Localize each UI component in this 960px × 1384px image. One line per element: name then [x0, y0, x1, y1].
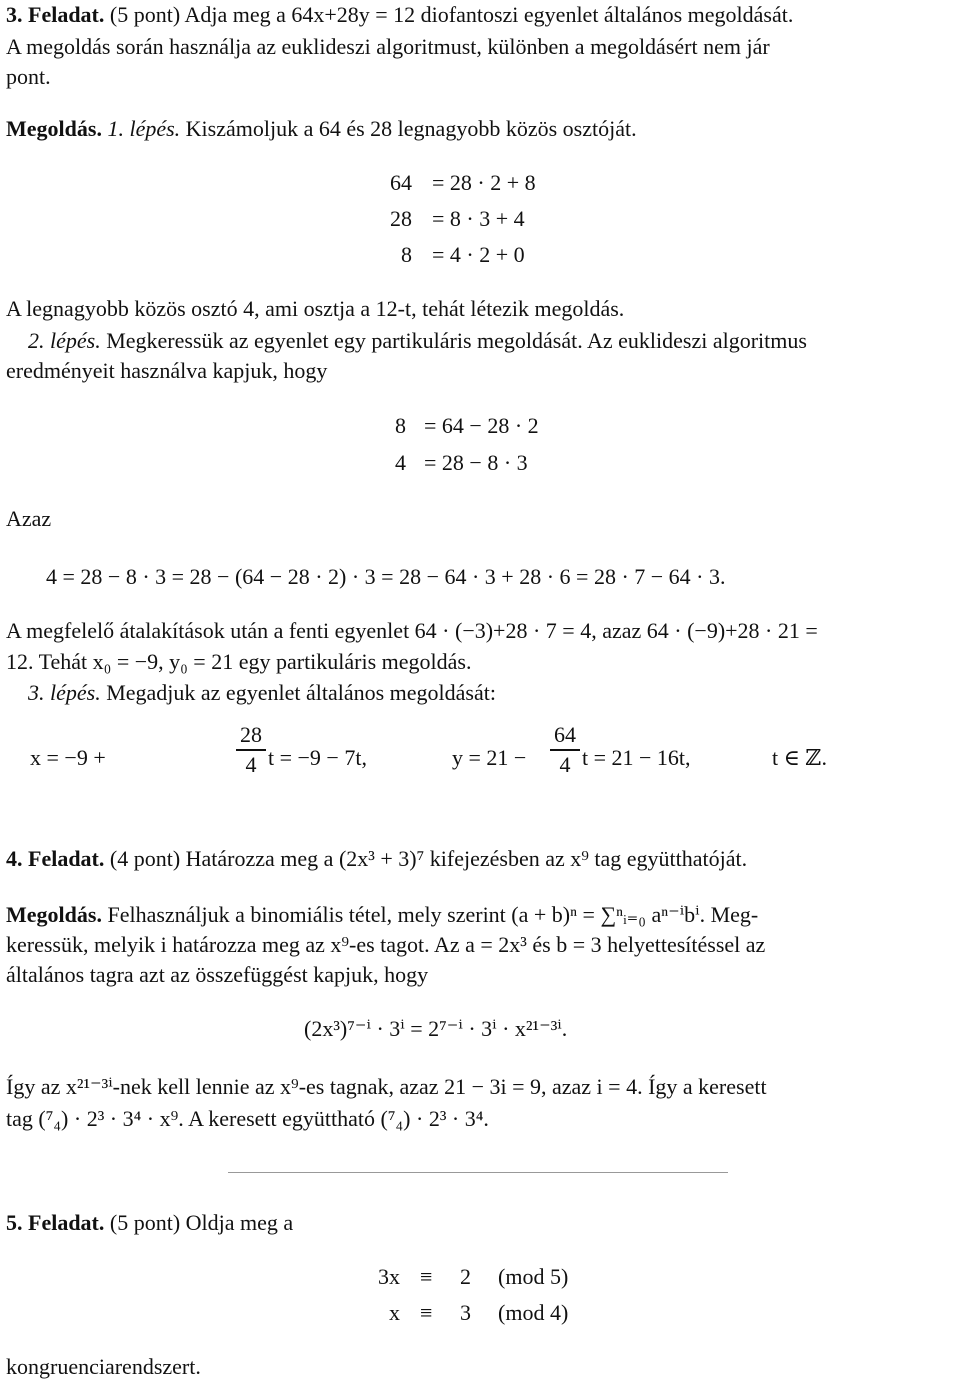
gen-y-fraction — [550, 724, 580, 776]
step3-label: 3. lépés. — [28, 680, 101, 705]
euclid-rhs-3: = 4 · 2 + 0 — [432, 242, 525, 267]
step2-line2: eredményeit használva kapjuk, hogy — [6, 358, 328, 383]
fraction-bar — [236, 749, 266, 751]
solution-text: Kiszámoljuk a 64 és 28 legnagyobb közös osztóját. — [180, 116, 637, 141]
section-divider — [228, 1172, 728, 1173]
task4-line2: keressük, melyik i határozza meg az x⁹-es tagot. Az a = 2x³ és b = 3 helyettesítéssel az — [6, 932, 766, 957]
back-lhs-2: 4 — [395, 450, 406, 475]
congruence-rhs-1: 2 — [460, 1264, 471, 1289]
step3-line — [28, 682, 496, 704]
back-rhs-2: = 28 − 8 · 3 — [424, 450, 528, 475]
task4-line3: általános tagra azt az összefüggést kapjuk, hogy — [6, 962, 429, 987]
task4-statement: (4 pont) Határozza meg a (2x³ + 3)⁷ kifejezésben az x⁹ tag együtthatóját. — [104, 846, 748, 871]
gen-x-fraction — [236, 724, 266, 776]
gen-y-pre: y = 21 − — [452, 745, 527, 770]
task4-line4: Így az x²¹⁻³ⁱ-nek kell lennie az x⁹-es tagnak, azaz 21 − 3i = 9, azaz i = 4. Így a keresett — [6, 1074, 767, 1099]
congruence-lhs-1: 3x — [378, 1264, 400, 1289]
congruence-lhs-2: x — [389, 1300, 400, 1325]
gen-y-post: t = 21 − 16t, — [582, 745, 691, 770]
back-lhs-1: 8 — [395, 413, 406, 438]
step2-line — [28, 330, 807, 352]
chain-equation: 4 = 28 − 8 · 3 = 28 − (64 − 28 · 2) · 3 = 28 − 64 · 3 + 28 · 6 = 28 · 7 − 64 · 3. — [46, 564, 726, 589]
back-rhs-1: = 64 − 28 · 2 — [424, 413, 539, 438]
task4-line1 — [6, 848, 747, 870]
task3-solution-line — [6, 118, 637, 140]
task4-formula: (2x³)⁷⁻ⁱ · 3ⁱ = 2⁷⁻ⁱ · 3ⁱ · x²¹⁻³ⁱ. — [304, 1016, 568, 1041]
task3-line1 — [6, 4, 793, 26]
task3-heading: 3. Feladat. — [6, 2, 105, 27]
task4-solution-line — [6, 904, 758, 926]
azaz-label: Azaz — [6, 506, 52, 531]
congruence-mod-1: (mod 5) — [498, 1264, 569, 1289]
task5-end: kongruenciarendszert. — [6, 1354, 201, 1379]
gen-x-numerator: 28 — [240, 722, 262, 747]
task5-line1 — [6, 1212, 293, 1234]
task3-statement: (5 pont) Adja meg a 64x+28y = 12 diofantoszi egyenlet általános megoldását. — [104, 2, 794, 27]
solution-label: Megoldás. — [6, 902, 102, 927]
gen-x-pre: x = −9 + — [30, 745, 106, 770]
euclid-rhs-2: = 8 · 3 + 4 — [432, 206, 525, 231]
euclid-lhs-3: 8 — [401, 242, 412, 267]
task5-statement: (5 pont) Oldja meg a — [104, 1210, 294, 1235]
fraction-bar — [550, 749, 580, 751]
step2-label: 2. lépés. — [28, 328, 101, 353]
congruence-op-2: ≡ — [420, 1300, 433, 1325]
congruence-op-1: ≡ — [420, 1264, 433, 1289]
step2-text: Megkeressük az egyenlet egy partikuláris megoldását. Az euklideszi algoritmus — [100, 328, 807, 353]
congruence-rhs-2: 3 — [460, 1300, 471, 1325]
euclid-lhs-2: 28 — [390, 206, 412, 231]
gen-y-denominator: 4 — [559, 751, 571, 777]
after-line2: 12. Tehát x₀ = −9, y₀ = 21 egy partikuláris megoldás. — [6, 649, 472, 674]
gen-x-denominator: 4 — [245, 751, 257, 777]
gen-x-post: t = −9 − 7t, — [268, 745, 367, 770]
task3-line2: A megoldás során használja az euklideszi algoritmust, különben a megoldásért nem jár — [6, 34, 770, 59]
step3-text: Megadjuk az egyenlet általános megoldását: — [100, 680, 496, 705]
gen-t: t ∈ ℤ. — [772, 745, 827, 770]
task3-line3: pont. — [6, 64, 51, 89]
step-label: 1. lépés. — [101, 116, 181, 141]
task4-heading: 4. Feladat. — [6, 846, 105, 871]
gen-y-numerator: 64 — [554, 722, 576, 747]
solution-label: Megoldás. — [6, 116, 102, 141]
euclid-lhs-1: 64 — [390, 170, 412, 195]
task4-l1: Felhasználjuk a binomiális tétel, mely szerint (a + b)ⁿ = ∑ⁿᵢ₌₀ aⁿ⁻ⁱbⁱ. Meg- — [101, 902, 759, 927]
task4-line5: tag (⁷₄) · 2³ · 3⁴ · x⁹. A keresett együttható (⁷₄) · 2³ · 3⁴. — [6, 1106, 489, 1131]
gcd-text: A legnagyobb közös osztó 4, ami osztja a 12-t, tehát létezik megoldás. — [6, 296, 625, 321]
task5-heading: 5. Feladat. — [6, 1210, 105, 1235]
after-line1: A megfelelő átalakítások után a fenti egyenlet 64 · (−3)+28 · 7 = 4, azaz 64 · (−9)+28 · 21 = — [6, 618, 818, 643]
euclid-rhs-1: = 28 · 2 + 8 — [432, 170, 536, 195]
congruence-mod-2: (mod 4) — [498, 1300, 569, 1325]
